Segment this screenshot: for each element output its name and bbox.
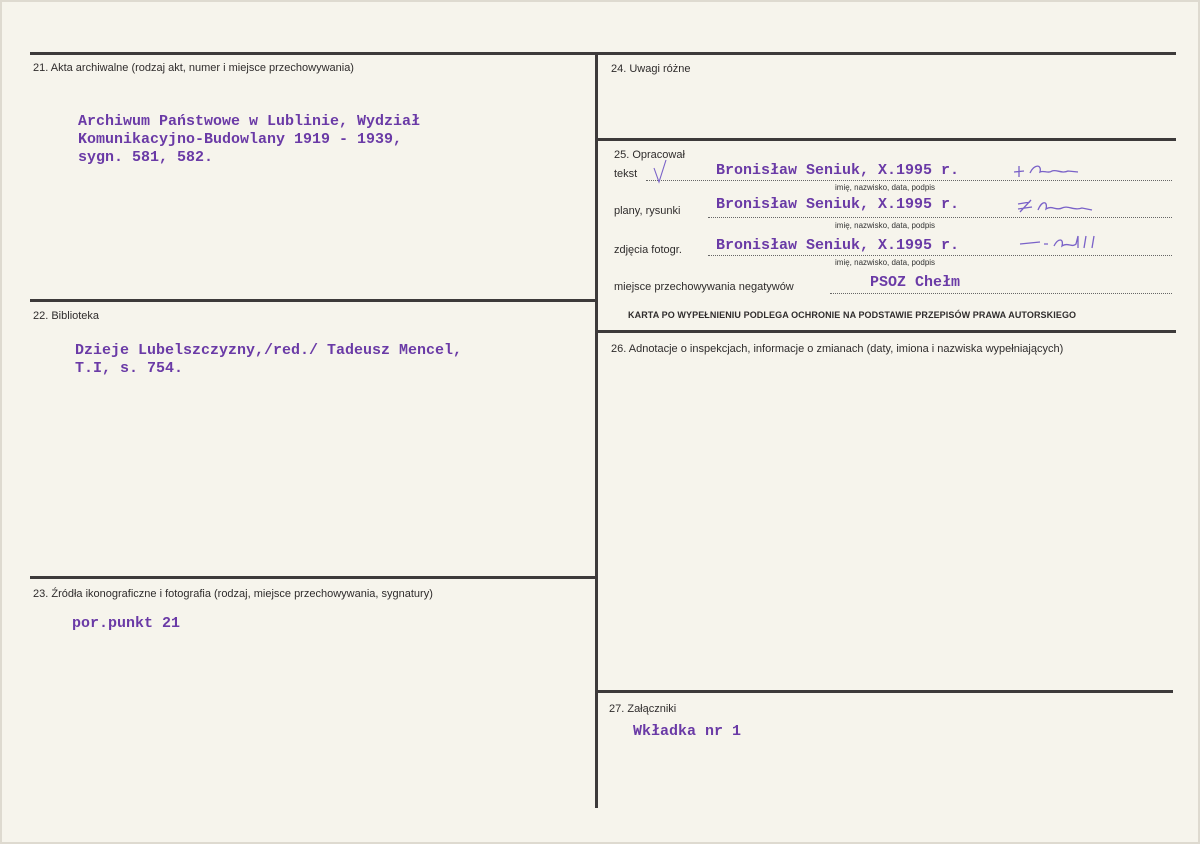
section-27-value: Wkładka nr 1 bbox=[633, 723, 742, 740]
section-23-value: por.punkt 21 bbox=[72, 615, 181, 632]
plany-value: Bronisław Seniuk, X.1995 r. bbox=[716, 196, 960, 213]
zdjecia-label: zdjęcia fotogr. bbox=[614, 244, 682, 256]
section-22-heading: 22. Biblioteka bbox=[33, 310, 100, 322]
signature-3-icon bbox=[1018, 232, 1108, 254]
negatives-line bbox=[830, 293, 1172, 294]
section-22-line-1: Dzieje Lubelszczyzny,/red./ Tadeusz Mencel, bbox=[75, 342, 463, 359]
check-mark-icon bbox=[650, 158, 670, 184]
signature-1-icon bbox=[1012, 160, 1082, 180]
section-21-line-2: Komunikacyjno-Budowlany 1919 - 1939, bbox=[78, 131, 403, 148]
section-22-line-2: T.I, s. 754. bbox=[75, 360, 184, 377]
section-25-heading: 25. Opracował bbox=[614, 149, 685, 161]
negatives-value: PSOZ Chełm bbox=[870, 274, 961, 291]
middle-vertical-rule bbox=[595, 52, 598, 808]
plany-label: plany, rysunki bbox=[614, 205, 681, 217]
zdjecia-line bbox=[708, 255, 1172, 256]
section-21-line-3: sygn. 581, 582. bbox=[78, 149, 214, 166]
zdjecia-caption: imię, nazwisko, data, podpis bbox=[835, 258, 936, 267]
section-27-heading: 27. Załączniki bbox=[609, 703, 677, 715]
rule-25-26 bbox=[598, 330, 1176, 333]
rule-21-22 bbox=[30, 299, 598, 302]
plany-line bbox=[708, 217, 1172, 218]
tekst-label: tekst bbox=[614, 168, 638, 180]
section-21-heading: 21. Akta archiwalne (rodzaj akt, numer i miejsce przechowywania) bbox=[33, 62, 354, 74]
rule-24-25 bbox=[598, 138, 1176, 141]
section-23-heading: 23. Źródła ikonograficzne i fotografia (rodzaj, miejsce przechowywania, sygnatury) bbox=[33, 588, 433, 600]
tekst-line bbox=[646, 180, 1172, 181]
rule-26-27 bbox=[598, 690, 1173, 693]
tekst-caption: imię, nazwisko, data, podpis bbox=[835, 183, 936, 192]
top-rule bbox=[30, 52, 1176, 55]
zdjecia-value: Bronisław Seniuk, X.1995 r. bbox=[716, 237, 960, 254]
rule-22-23 bbox=[30, 576, 598, 579]
tekst-value: Bronisław Seniuk, X.1995 r. bbox=[716, 162, 960, 179]
signature-2-icon bbox=[1016, 196, 1096, 216]
section-26-heading: 26. Adnotacje o inspekcjach, informacje o zmianach (daty, imiona i nazwiska wypełniających) bbox=[611, 343, 1064, 355]
negatives-label: miejsce przechowywania negatywów bbox=[614, 281, 794, 293]
section-21-line-1: Archiwum Państwowe w Lublinie, Wydział bbox=[78, 113, 421, 130]
section-24-heading: 24. Uwagi różne bbox=[611, 63, 691, 75]
copyright-notice: KARTA PO WYPEŁNIENIU PODLEGA OCHRONIE NA PODSTAWIE PRZEPISÓW PRAWA AUTORSKIEGO bbox=[628, 310, 1077, 320]
plany-caption: imię, nazwisko, data, podpis bbox=[835, 221, 936, 230]
